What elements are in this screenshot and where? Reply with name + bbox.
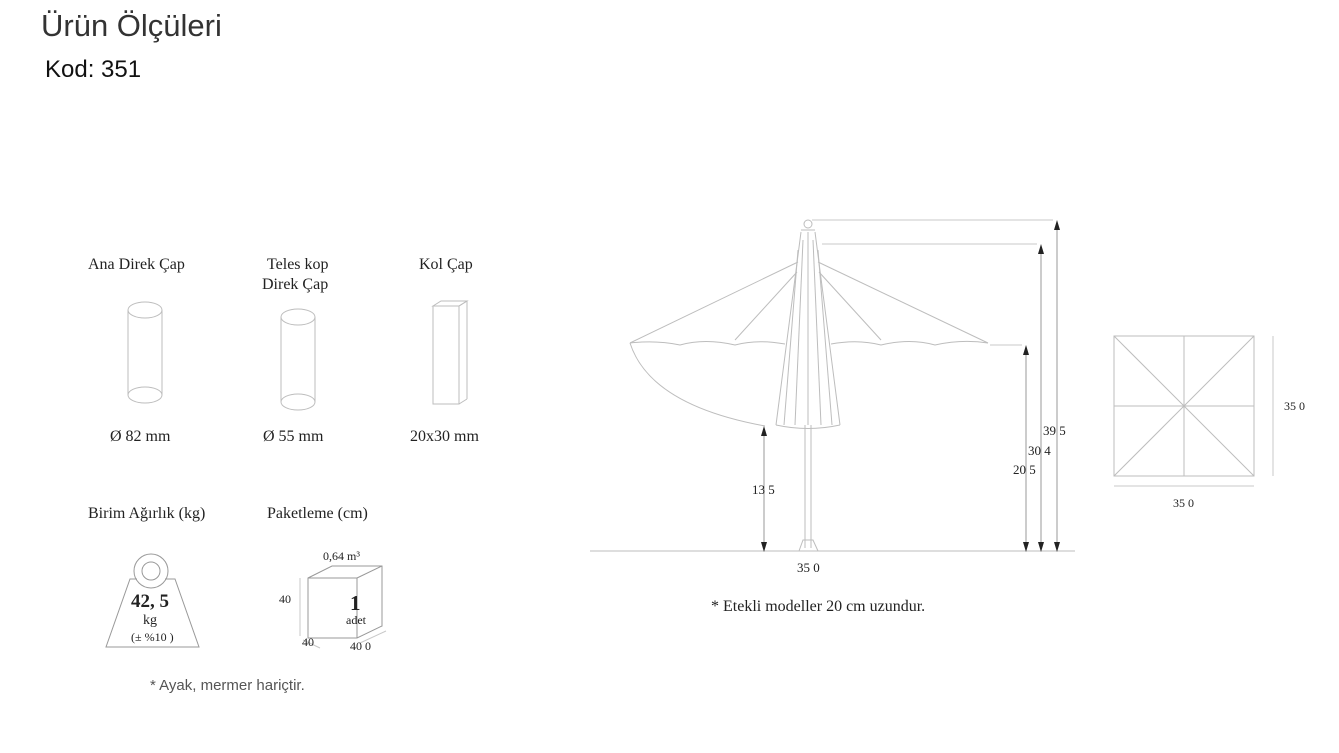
package-height: 40 (279, 592, 291, 606)
dim-width: 35 0 (797, 560, 820, 575)
weight-label: Birim Ağırlık (kg) (88, 505, 206, 522)
arm-value: 20x30 mm (410, 428, 479, 445)
top-view-height: 35 0 (1284, 399, 1305, 413)
dim-edge-height: 20 5 (1013, 462, 1036, 477)
package-count-unit: adet (346, 613, 366, 627)
weight-unit: kg (143, 613, 157, 628)
umbrella-side-view (590, 220, 1075, 552)
package-count: 1 (350, 591, 361, 615)
dim-total-height: 39 5 (1043, 423, 1066, 438)
telescopic-pole-value: Ø 55 mm (263, 428, 324, 445)
umbrella-top-view (1114, 336, 1273, 486)
telescopic-pole-label-line1: Teles kop (267, 256, 329, 273)
package-label: Paketleme (cm) (267, 505, 368, 522)
arm-profile-icon (433, 301, 467, 404)
product-code: Kod: 351 (45, 56, 142, 83)
telescopic-pole-label-line2: Direk Çap (262, 276, 329, 293)
page-title: Ürün Ölçüleri (41, 8, 222, 43)
skirted-model-note: * Etekli modeller 20 cm uzundur. (711, 598, 926, 615)
weight-tolerance: (± %10 ) (131, 630, 174, 644)
dim-clearance-height: 13 5 (752, 482, 775, 497)
package-volume: 0,64 m³ (323, 549, 360, 563)
main-pole-value: Ø 82 mm (110, 428, 171, 445)
dim-canopy-height: 30 4 (1028, 443, 1051, 458)
arm-label: Kol Çap (419, 256, 473, 273)
package-width: 40 0 (350, 639, 371, 653)
main-pole-cylinder-icon (128, 302, 162, 403)
package-depth: 40 (302, 635, 314, 649)
top-view-width: 35 0 (1173, 496, 1194, 510)
telescopic-pole-cylinder-icon (281, 309, 315, 410)
weight-value: 42, 5 (131, 591, 169, 612)
footnote-base: * Ayak, mermer hariçtir. (150, 677, 305, 694)
main-pole-label: Ana Direk Çap (88, 256, 185, 273)
